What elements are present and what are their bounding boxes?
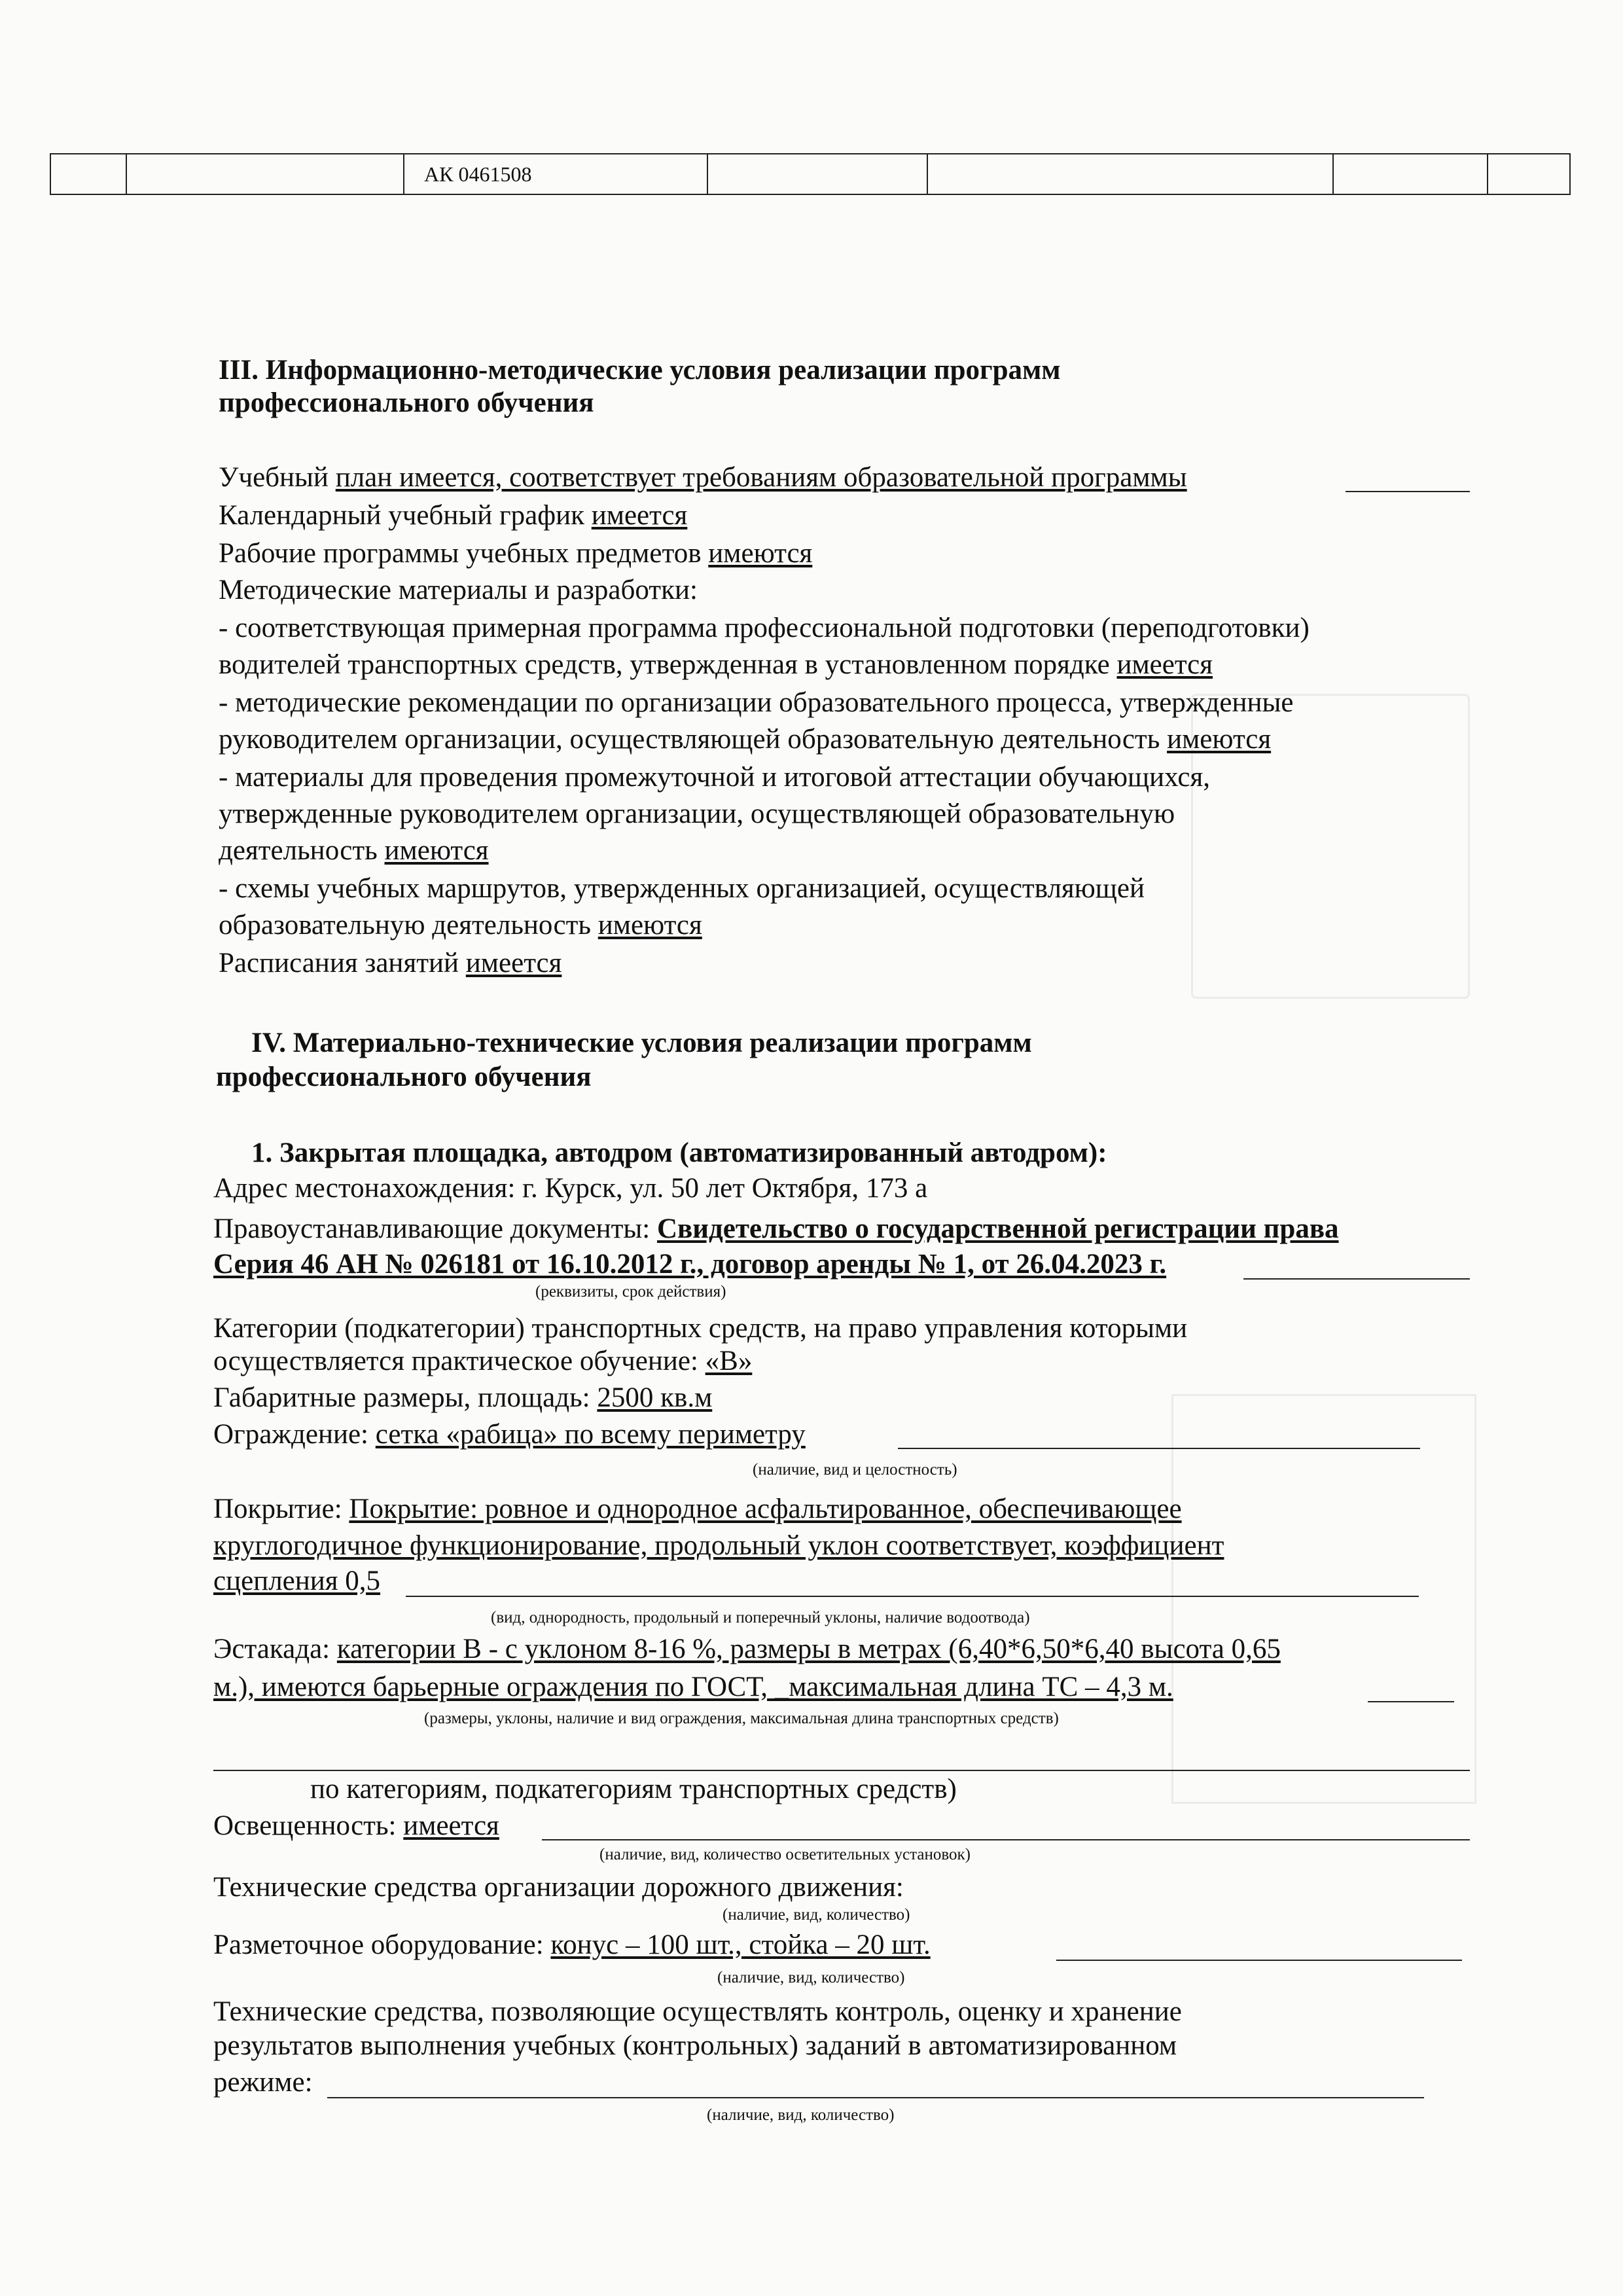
address-value: г. Курск, ул. 50 лет Октября, 173 а (522, 1173, 928, 1204)
item3-text: деятельность (219, 835, 385, 866)
cover-value-line1: Покрытие: ровное и однородное асфальтированное, обеспечивающее (349, 1494, 1182, 1524)
categories-line1: Категории (подкатегории) транспортных средств, на право управления которыми (213, 1313, 1188, 1344)
marking-line (213, 1928, 931, 1962)
item3-line3 (219, 834, 489, 868)
docs-label: Правоустанавливающие документы: (213, 1213, 657, 1244)
estakada-caption: (размеры, уклоны, наличие и вид ограждения, максимальная длина транспортных средств) (424, 1710, 1059, 1727)
address-line (213, 1172, 927, 1206)
item1-line2 (219, 648, 1213, 682)
marking-label: Разметочное оборудование: (213, 1929, 551, 1960)
header-cell-4 (708, 154, 928, 194)
item2-text: руководителем организации, осуществляющей образовательную деятельность (219, 724, 1168, 755)
header-cell-6 (1334, 154, 1488, 194)
item4-text: образовательную деятельность (219, 910, 598, 941)
marking-fill-line (1056, 1960, 1462, 1961)
item4-line2 (219, 908, 702, 942)
schedule-line (219, 946, 562, 980)
plan-value: план имеется, соответствует требованиям образовательной программы (335, 462, 1187, 493)
fence-label: Ограждение: (213, 1419, 376, 1450)
control-fill-line (327, 2097, 1424, 2098)
cover-line1 (213, 1492, 1182, 1526)
categories-text: осуществляется практическое обучение: (213, 1346, 705, 1376)
header-cell-1 (51, 154, 127, 194)
item4-line1: - схемы учебных маршрутов, утвержденных организацией, осуществляющей (219, 873, 1145, 904)
cover-caption: (вид, однородность, продольный и поперечный уклоны, наличие водоотвода) (491, 1609, 1030, 1626)
cover-value-line2: круглогодичное функционирование, продольный уклон соответствует, коэффициент (213, 1530, 1224, 1561)
section3-title-line2: профессионального обучения (219, 387, 594, 418)
cover-value-line3: сцепления 0,5 (213, 1566, 381, 1596)
estakada-value-line2: м.), имеются барьерные ограждения по ГОСТ, _максимальная длина ТС – 4,3 м. (213, 1672, 1173, 1702)
item3-value: имеются (384, 835, 489, 866)
bleedthrough-stamp (1171, 1394, 1476, 1804)
header-serial: АК 0461508 (404, 154, 708, 194)
item2-value: имеются (1167, 724, 1272, 755)
marking-caption: (наличие, вид, количество) (717, 1969, 905, 1986)
schedule-label: Расписания занятий (219, 948, 466, 978)
schedule-value: имеется (465, 948, 562, 978)
tech-label: Технические средства организации дорожного движения: (213, 1872, 904, 1903)
header-cell-7 (1488, 154, 1569, 194)
light-line (213, 1809, 499, 1843)
cover-label: Покрытие: (213, 1494, 349, 1524)
cover-fill-line (406, 1596, 1419, 1597)
item3-line1: - материалы для проведения промежуточной и итоговой аттестации обучающихся, (219, 762, 1210, 793)
workprog-label: Рабочие программы учебных предметов (219, 538, 709, 569)
item4-value: имеются (597, 910, 702, 941)
header-table (50, 153, 1571, 195)
estakada-fill-line (1368, 1701, 1454, 1702)
control-caption: (наличие, вид, количество) (707, 2106, 895, 2124)
fence-value: сетка «рабица» по всему периметру (375, 1419, 806, 1450)
categories-value: «В» (705, 1346, 753, 1376)
marking-value: конус – 100 шт., стойка – 20 шт. (550, 1929, 931, 1960)
fence-fill-line (898, 1448, 1420, 1449)
light-fill-line (542, 1839, 1470, 1840)
item2-line2 (219, 723, 1271, 757)
section4-title-line2: профессионального обучения (216, 1062, 592, 1092)
by-categories: по категориям, подкатегориям транспортных средств) (310, 1774, 957, 1804)
estakada-label: Эстакада: (213, 1634, 337, 1664)
estakada-line1 (213, 1632, 1281, 1666)
control-line2: результатов выполнения учебных (контрольных) заданий в автоматизированном (213, 2030, 1177, 2061)
fence-line (213, 1418, 806, 1452)
tech-caption: (наличие, вид, количество) (722, 1906, 910, 1924)
calendar-value: имеется (591, 500, 688, 531)
plan-prefix: Учебный (219, 462, 336, 493)
sub1-title: 1. Закрытая площадка, автодром (автоматизированный автодром): (251, 1138, 1107, 1168)
workprog-line (219, 537, 812, 571)
light-caption: (наличие, вид, количество осветительных установок) (599, 1846, 971, 1863)
item3-line2: утвержденные руководителем организации, осуществляющей образовательную (219, 798, 1175, 829)
item1-value: имеется (1116, 649, 1213, 680)
docs-value-line2: Серия 46 АН № 026181 от 16.10.2012 г., договор аренды № 1, от 26.04.2023 г. (213, 1249, 1167, 1280)
blank-line (213, 1770, 1470, 1771)
header-cell-5 (928, 154, 1334, 194)
address-label: Адрес местонахождения: (213, 1173, 523, 1204)
light-value: имеется (403, 1810, 499, 1841)
docs-caption: (реквизиты, срок действия) (535, 1283, 726, 1300)
control-line3: режиме: (213, 2067, 313, 2098)
plan-fill-line (1346, 491, 1470, 492)
light-label: Освещенность: (213, 1810, 404, 1841)
estakada-value-line1: категории В - с уклоном 8-16 %, размеры в метрах (6,40*6,50*6,40 высота 0,65 (336, 1634, 1281, 1664)
docs-line1 (213, 1212, 1339, 1246)
control-line1: Технические средства, позволяющие осуществлять контроль, оценку и хранение (213, 1996, 1182, 2027)
item1-text: водителей транспортных средств, утвержденная в установленном порядке (219, 649, 1117, 680)
docs-value-line1: Свидетельство о государственной регистрации права (657, 1213, 1339, 1244)
workprog-value: имеются (708, 538, 813, 569)
item2-line1: - методические рекомендации по организации образовательного процесса, утвержденные (219, 687, 1294, 718)
item1-line1: - соответствующая примерная программа профессиональной подготовки (переподготовки) (219, 613, 1310, 643)
calendar-line (219, 499, 687, 533)
header-cell-2 (127, 154, 404, 194)
categories-line2 (213, 1344, 752, 1378)
size-value: 2500 кв.м (597, 1382, 713, 1413)
plan-line (219, 461, 1187, 495)
method-label: Методические материалы и разработки: (219, 575, 698, 605)
fence-caption: (наличие, вид и целостность) (753, 1461, 957, 1479)
docs-fill-line (1243, 1278, 1470, 1280)
section3-title-line1: III. Информационно-методические условия реализации программ (219, 355, 1061, 386)
size-label: Габаритные размеры, площадь: (213, 1382, 597, 1413)
section4-title-line1: IV. Материально-технические условия реализации программ (251, 1028, 1032, 1058)
calendar-label: Календарный учебный график (219, 500, 592, 531)
size-line (213, 1381, 712, 1415)
